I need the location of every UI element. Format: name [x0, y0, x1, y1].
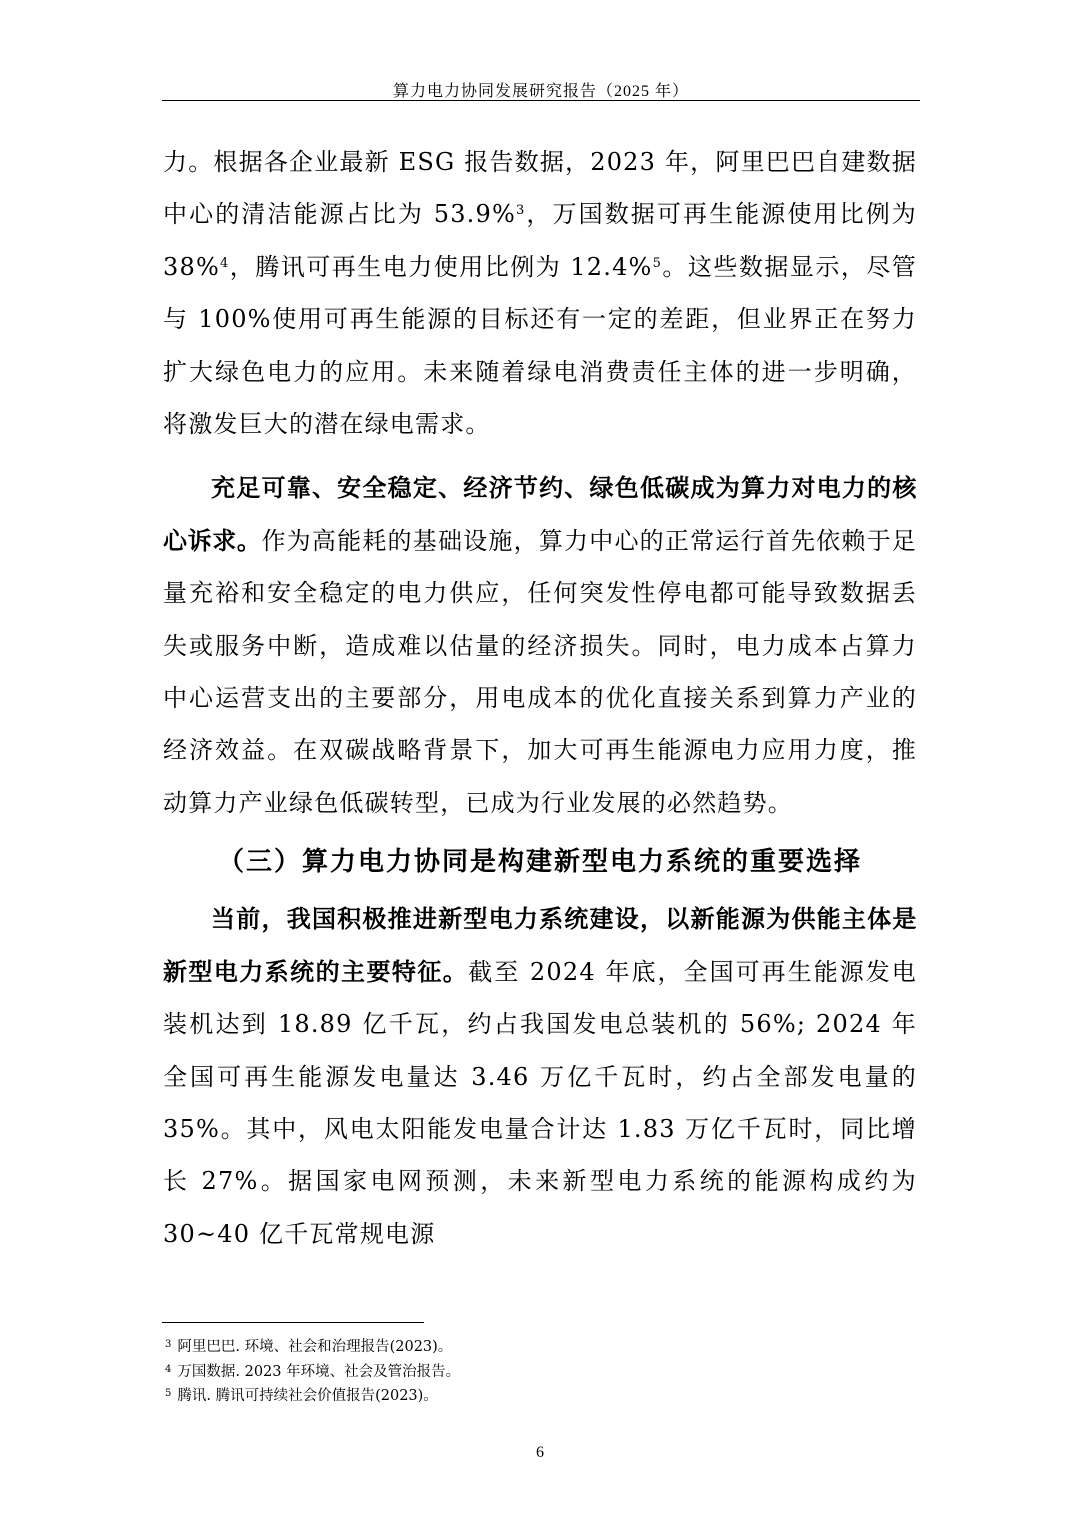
paragraph-text: 作为高能耗的基础设施，算力中心的正常运行首先依赖于足量充裕和安全稳定的电力供应，任何突发性停电都可能导致数据丢失或服务中断，造成难以估量的经济损失。同时，电力成本占算力中心运营支出的主要部分，用电成本的优化直接关系到算力产业的经济效益。在双碳战略背景下，加大可再生能源电力应用力度，推动算力产业绿色低碳转型，已成为行业发展的必然趋势。 — [163, 526, 918, 817]
paragraph-lead-bold: 充足可靠、安全稳定、经济节约、绿色低碳成为算力对电力的核心诉求。 — [163, 474, 917, 555]
footnote-number: 4 — [165, 1363, 172, 1375]
footnote-number: 3 — [165, 1339, 172, 1350]
paragraph-text: ，万国数据可再生能源使用比例为 38% — [163, 200, 918, 281]
footnote-5 — [165, 1383, 865, 1408]
footnote-text: 阿里巴巴. 环境、社会和治理报告(2023)。 — [177, 1339, 453, 1355]
section-heading: （三）算力电力协同是构建新型电力系统的重要选择 — [217, 847, 862, 878]
footnote-ref-4[interactable]: 4 — [219, 255, 230, 271]
footnote-text: 腾讯. 腾讯可持续社会价值报告(2023)。 — [177, 1388, 438, 1404]
paragraph-core-demands — [163, 462, 917, 829]
page-number: 6 — [536, 1444, 544, 1461]
footnote-4 — [165, 1359, 865, 1384]
footnote-3 — [165, 1334, 865, 1359]
paragraph-green-power-data — [163, 136, 917, 450]
paragraph-text: 。这些数据显示，尽管与 100%使用可再生能源的目标还有一定的差距，但业界正在努力扩大绿色电力的应用。未来随着绿电消费责任主体的进一步明确，将激发巨大的潜在绿电需求。 — [163, 252, 918, 439]
footnote-text: 万国数据. 2023 年环境、社会及管治报告。 — [177, 1363, 461, 1380]
paragraph-lead-bold: 当前，我国积极推进新型电力系统建设，以新能源为供能主体是新型电力系统的主要特征。 — [163, 905, 917, 986]
footnote-divider — [162, 1322, 424, 1323]
footnote-ref-5[interactable]: 5 — [652, 255, 663, 271]
paragraph-text: ，腾讯可再生电力使用比例为 12.4% — [229, 252, 653, 281]
footnotes — [165, 1334, 865, 1408]
header-divider — [162, 100, 920, 101]
paragraph-new-power-system — [163, 893, 917, 1260]
footnote-ref-3[interactable]: 3 — [516, 203, 526, 219]
body-text — [163, 136, 917, 1260]
paragraph-text: 力。根据各企业最新 ESG 报告数据，2023 年，阿里巴巴自建数据中心的清洁能源占比为 53.9% — [163, 148, 917, 229]
footnote-number: 5 — [165, 1388, 172, 1399]
paragraph-text: 截至 2024 年底，全国可再生能源发电装机达到 18.89 亿千瓦，约占我国发电总装机的 56%; 2024 年全国可再生能源发电量达 3.46 万亿千瓦时，约占全部发电量的 35%。其中，风电太阳能发电量合计达 1.83 万亿千瓦时，同比增长 27%。据国家电网预测，未来新型电力系统的能源构成约为 30~40 亿千瓦常规电源 — [163, 957, 917, 1248]
running-header: 算力电力协同发展研究报告（2025 年） — [392, 83, 689, 100]
